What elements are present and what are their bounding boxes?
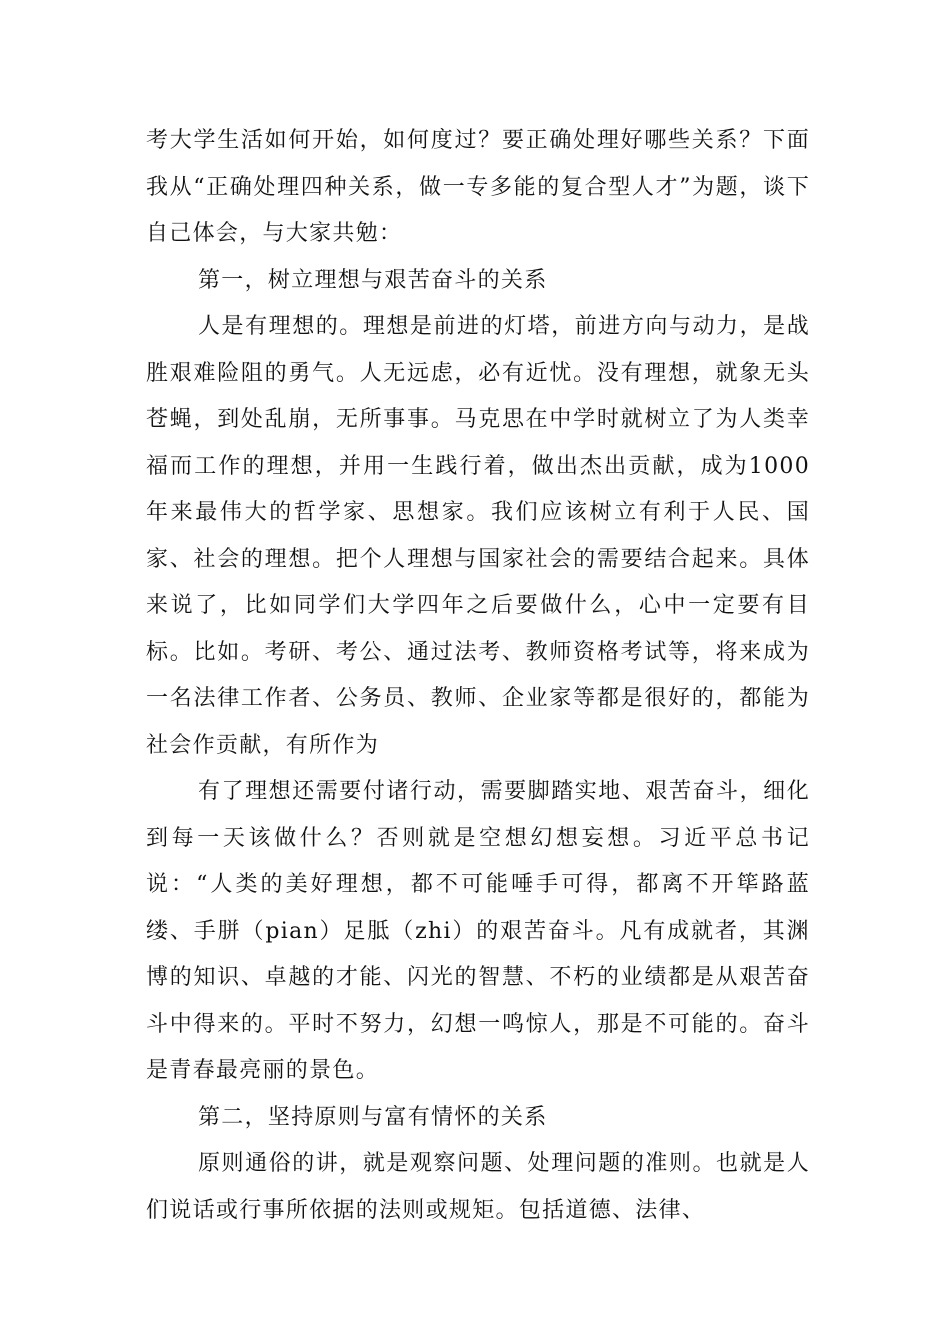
section-heading-second: 第二，坚持原则与富有情怀的关系 [198, 1104, 548, 1130]
paragraph-principles: 原则通俗的讲，就是观察问题、处理问题的准则。也就是人们说话或行事所依据的法则或规矩。包括道德、法律、 [146, 1151, 810, 1223]
document-body [146, 118, 810, 1234]
paragraph-intro: 考大学生活如何开始，如何度过？要正确处理好哪些关系？下面我从“正确处理四种关系，做一专多能的复合型人才”为题，谈下自己体会，与大家共勉： [146, 128, 810, 246]
paragraph-hard-work: 有了理想还需要付诸行动，需要脚踏实地、艰苦奋斗，细化到每一天该做什么？否则就是空想幻想妄想。习近平总书记说：“人类的美好理想，都不可能唾手可得，都离不开筚路蓝缕、手胼（pian）足胝（zhi）的艰苦奋斗。凡有成就者，其渊博的知识、卓越的才能、闪光的智慧、不朽的业绩都是从艰苦奋斗中得来的。平时不努力，幻想一鸣惊人，那是不可能的。奋斗是青春最亮丽的景色。 [146, 779, 810, 1083]
paragraph-ideals: 人是有理想的。理想是前进的灯塔，前进方向与动力，是战胜艰难险阻的勇气。人无远虑，必有近忧。没有理想，就象无头苍蝇，到处乱崩，无所事事。马克思在中学时就树立了为人类幸福而工作的理想，并用一生践行着，做出杰出贡献，成为1000年来最伟大的哲学家、思想家。我们应该树立有利于人民、国家、社会的理想。把个人理想与国家社会的需要结合起来。具体来说了，比如同学们大学四年之后要做什么，心中一定要有目标。比如。考研、考公、通过法考、教师资格考试等，将来成为一名法律工作者、公务员、教师、企业家等都是很好的，都能为社会作贡献，有所作为 [146, 314, 810, 758]
section-heading-first: 第一，树立理想与艰苦奋斗的关系 [198, 267, 548, 293]
